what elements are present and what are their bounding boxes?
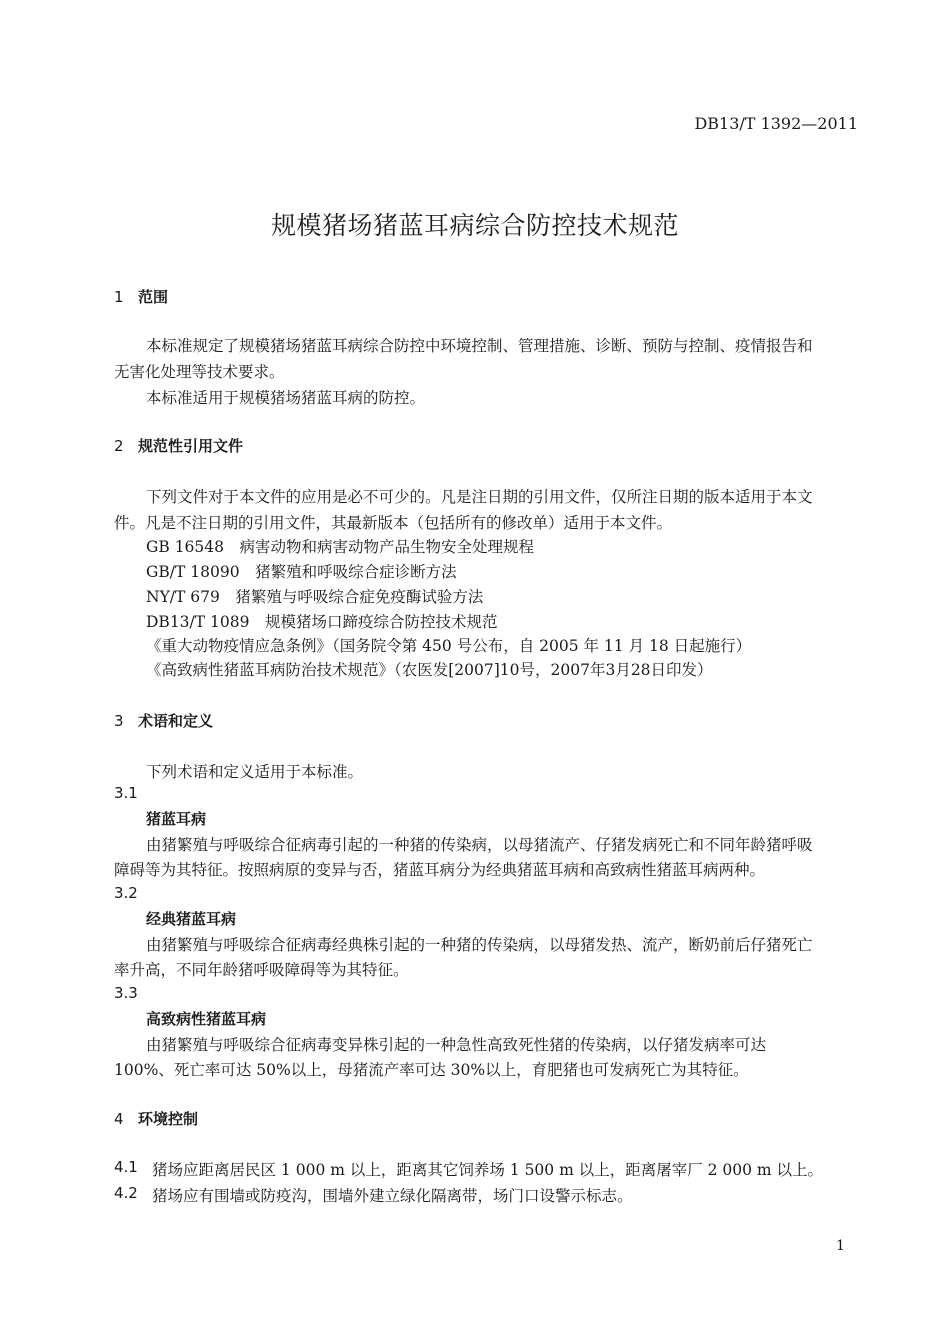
document-code: DB13/T 1392—2011 <box>694 114 858 133</box>
clause-number: 4.1 <box>114 1158 138 1176</box>
term-definition-line: 100%、死亡率可达 50%以上，母猪流产率可达 30%以上，育肥猪也可发病死亡为其特征。 <box>114 1061 749 1079</box>
term-name: 高致病性猪蓝耳病 <box>146 1010 267 1028</box>
term-definition-line: 由猪繁殖与呼吸综合征病毒经典株引起的一种猪的传染病，以母猪发热、流产，断奶前后仔猪死亡 <box>146 936 813 954</box>
term-definition-line: 由猪繁殖与呼吸综合征病毒引起的一种猪的传染病，以母猪流产、仔猪发病死亡和不同年龄猪呼吸 <box>146 836 813 854</box>
paragraph-line: 下列文件对于本文件的应用是必不可少的。凡是注日期的引用文件，仅所注日期的版本适用于本文 <box>146 488 813 506</box>
term-number: 3.2 <box>114 884 138 902</box>
term-definition-line: 率升高，不同年龄猪呼吸障碍等为其特征。 <box>114 961 409 979</box>
paragraph-line: 件。凡是不注日期的引用文件，其最新版本（包括所有的修改单）适用于本文件。 <box>114 514 673 532</box>
term-definition-line: 由猪繁殖与呼吸综合征病毒变异株引起的一种急性高致死性猪的传染病，以仔猪发病率可达 <box>146 1036 767 1054</box>
reference-item: GB 16548 病害动物和病害动物产品生物安全处理规程 <box>146 538 535 556</box>
section-heading <box>114 286 168 307</box>
term-name: 猪蓝耳病 <box>146 810 207 828</box>
paragraph-line: 下列术语和定义适用于本标准。 <box>146 763 364 781</box>
reference-item: DB13/T 1089 规模猪场口蹄疫综合防控技术规范 <box>146 613 498 631</box>
reference-item: GB/T 18090 猪繁殖和呼吸综合症诊断方法 <box>146 563 457 581</box>
section-heading <box>114 1108 198 1129</box>
term-number: 3.1 <box>114 784 138 802</box>
section-title: 环境控制 <box>138 1110 199 1128</box>
term-definition-line: 障碍等为其特征。按照病原的变异与否，猪蓝耳病分为经典猪蓝耳病和高致病性猪蓝耳病两种。 <box>114 861 766 879</box>
section-heading <box>114 435 243 456</box>
clause-number: 4.2 <box>114 1184 138 1202</box>
page-title: 规模猪场猪蓝耳病综合防控技术规范 <box>270 211 679 240</box>
reference-item: 《重大动物疫情应急条例》（国务院令第 450 号公布，自 2005 年 11 月 18 日起施行） <box>146 637 752 655</box>
paragraph-line: 本标准规定了规模猪场猪蓝耳病综合防控中环境控制、管理措施、诊断、预防与控制、疫情报告和 <box>146 337 813 355</box>
paragraph-line: 无害化处理等技术要求。 <box>114 363 285 381</box>
section-title: 规范性引用文件 <box>138 437 244 455</box>
clause-text: 猪场应距离居民区 1 000 m 以上，距离其它饲养场 1 500 m 以上，距离屠宰厂 2 000 m 以上。 <box>152 1161 824 1179</box>
clause-text: 猪场应有围墙或防疫沟，围墙外建立绿化隔离带，场门口设警示标志。 <box>152 1187 633 1205</box>
section-number: 3 <box>114 712 124 730</box>
reference-item: NY/T 679 猪繁殖与呼吸综合症免疫酶试验方法 <box>146 588 484 606</box>
reference-item: 《高致病性猪蓝耳病防治技术规范》（农医发[2007]10号，2007年3月28日印发） <box>146 661 713 679</box>
section-number: 4 <box>114 1110 124 1128</box>
section-title: 范围 <box>138 288 169 306</box>
page-number: 1 <box>836 1238 845 1254</box>
term-name: 经典猪蓝耳病 <box>146 910 237 928</box>
section-number: 1 <box>114 288 124 306</box>
section-number: 2 <box>114 437 124 455</box>
paragraph-line: 本标准适用于规模猪场猪蓝耳病的防控。 <box>146 389 426 407</box>
section-title: 术语和定义 <box>138 712 214 730</box>
section-heading <box>114 710 213 731</box>
term-number: 3.3 <box>114 984 138 1002</box>
